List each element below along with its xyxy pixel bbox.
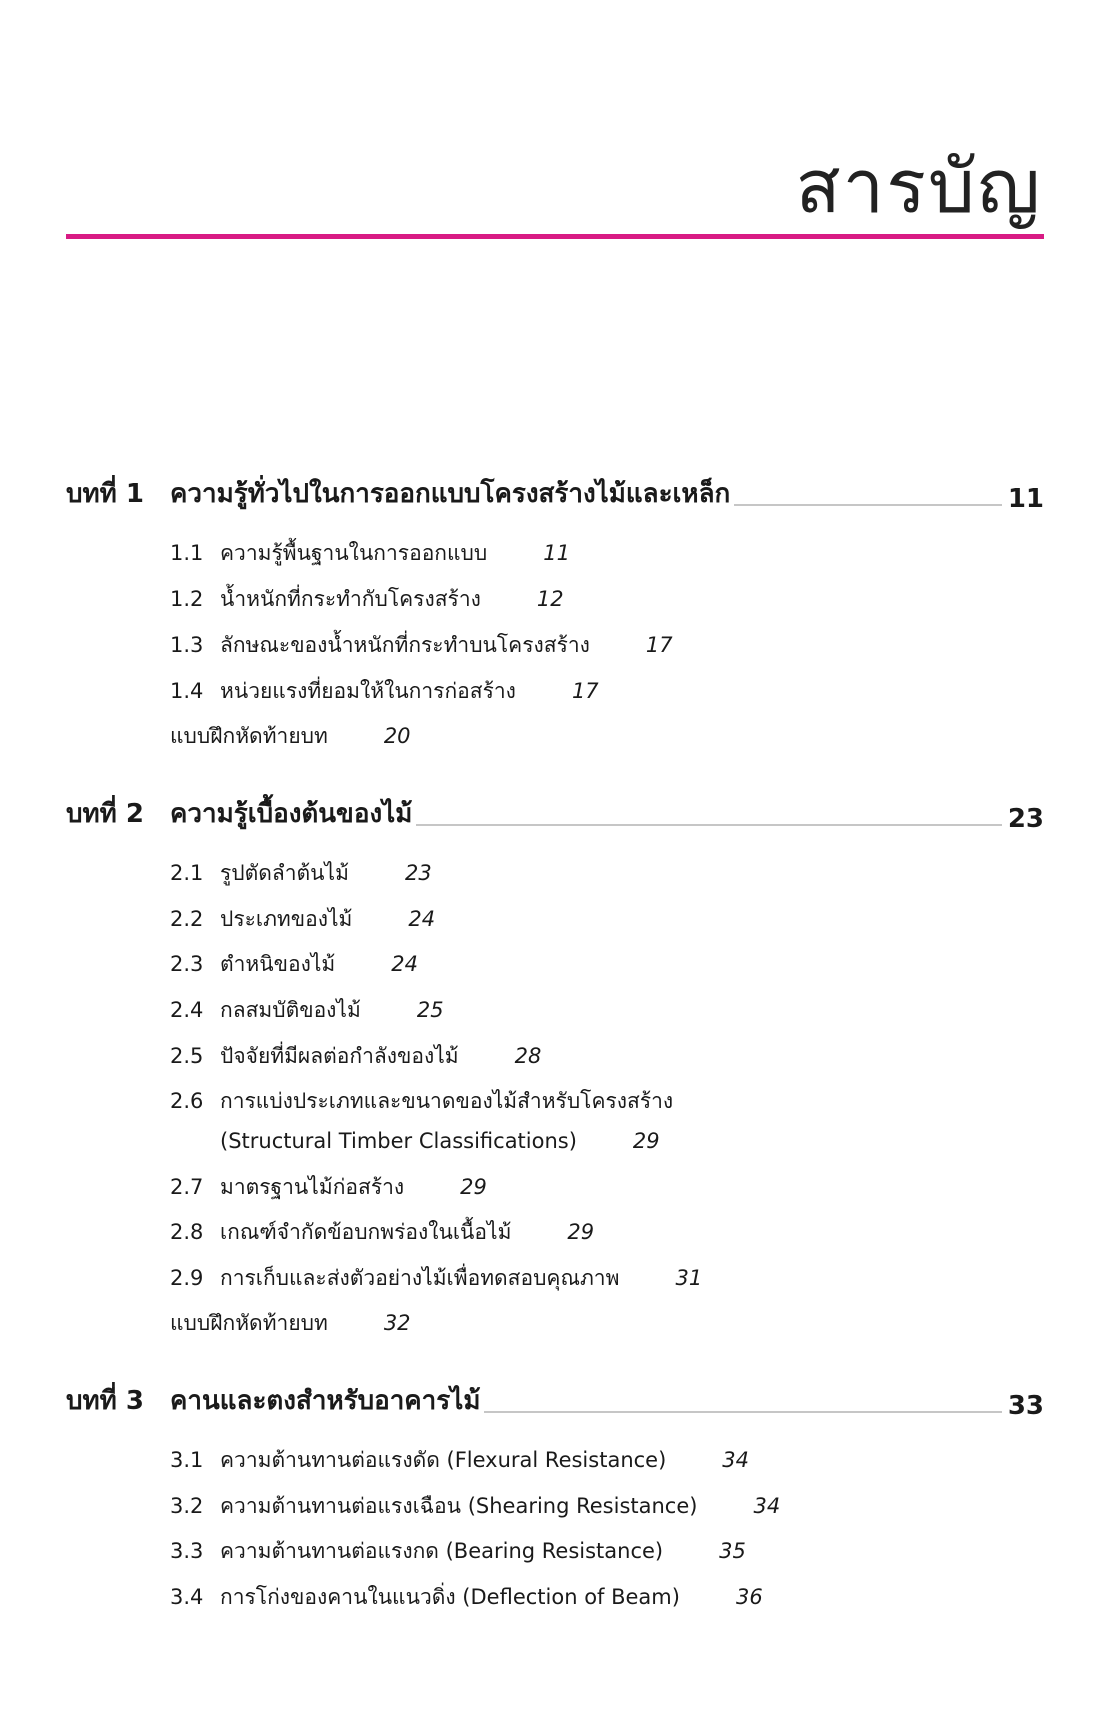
item-number: 1.2 [170, 587, 204, 611]
toc-item[interactable] [170, 995, 444, 1025]
item-page: 29 [632, 1129, 660, 1153]
item-number: 2.7 [170, 1175, 204, 1199]
item-title: เกณฑ์จำกัดข้อบกพร่องในเนื้อไม้ [220, 1219, 512, 1244]
item-page: 28 [514, 1044, 542, 1068]
item-page: 34 [722, 1448, 750, 1472]
item-page: 17 [571, 679, 599, 703]
toc-item[interactable] [170, 630, 673, 660]
item-number: 3.1 [170, 1448, 204, 1472]
item-page: 17 [645, 633, 673, 657]
item-page: 24 [408, 907, 436, 931]
item-page: 23 [404, 861, 432, 885]
item-title: ความรู้พื้นฐานในการออกแบบ [220, 540, 488, 565]
item-title: (Structural Timber Classifications) [220, 1129, 577, 1153]
toc-item[interactable] [170, 676, 599, 706]
toc-item[interactable] [170, 1086, 673, 1116]
toc-item[interactable] [170, 1217, 594, 1247]
dot-leader [416, 823, 1001, 826]
chapter-label: บทที่ 1 [66, 479, 144, 509]
item-number: 2.1 [170, 861, 204, 885]
item-page: 24 [391, 952, 418, 976]
chapter-heading-1[interactable] [66, 474, 1044, 514]
chapter-title: ความรู้ทั่วไปในการออกแบบโครงสร้างไม้และเหล็ก [170, 479, 731, 509]
item-number: 1.4 [170, 679, 204, 703]
item-number: 3.4 [170, 1585, 204, 1609]
item-number: 1.1 [170, 541, 204, 565]
item-title: ตำหนิของไม้ [220, 951, 336, 976]
toc-item[interactable] [170, 1536, 746, 1566]
toc-item-continuation[interactable] [220, 1126, 660, 1156]
item-page: 36 [735, 1585, 763, 1609]
chapter-label: บทที่ 3 [66, 1386, 144, 1416]
item-page: 11 [543, 541, 570, 565]
item-title: การโก่งของคานในแนวดิ่ง (Deflection of Beam) [220, 1584, 680, 1609]
item-page: 29 [567, 1220, 595, 1244]
chapter-page: 23 [1007, 804, 1044, 834]
title-rule [66, 234, 1044, 239]
item-page: 29 [460, 1175, 487, 1199]
chapter-label: บทที่ 2 [66, 799, 144, 829]
item-number: 3.2 [170, 1494, 204, 1518]
item-title: การแบ่งประเภทและขนาดของไม้สำหรับโครงสร้าง [220, 1088, 674, 1113]
item-number: 2.8 [170, 1220, 204, 1244]
item-page: 20 [383, 724, 411, 748]
item-title: ลักษณะของน้ำหนักที่กระทำบนโครงสร้าง [220, 632, 590, 657]
item-title: ความต้านทานต่อแรงดัด (Flexural Resistance) [220, 1447, 667, 1472]
chapter-heading-3[interactable] [66, 1381, 1044, 1421]
toc-item-exercises[interactable] [170, 1308, 411, 1338]
toc-item[interactable] [170, 904, 435, 934]
dot-leader [734, 503, 1002, 506]
item-number: 1.3 [170, 633, 204, 657]
item-page: 32 [383, 1311, 411, 1335]
item-number: 3.3 [170, 1539, 204, 1563]
item-title: แบบฝึกหัดท้ายบท [170, 1310, 328, 1335]
item-title: แบบฝึกหัดท้ายบท [170, 723, 328, 748]
item-title: ปัจจัยที่มีผลต่อกำลังของไม้ [220, 1043, 459, 1068]
toc-item[interactable] [170, 1582, 763, 1612]
item-title: กลสมบัติของไม้ [220, 997, 361, 1022]
item-page: 35 [719, 1539, 746, 1563]
toc-item[interactable] [170, 584, 564, 614]
item-title: หน่วยแรงที่ยอมให้ในการก่อสร้าง [220, 678, 516, 703]
toc-item[interactable] [170, 1263, 702, 1293]
page-title: สารบัญ [795, 144, 1042, 230]
item-title: การเก็บและส่งตัวอย่างไม้เพื่อทดสอบคุณภาพ [220, 1265, 620, 1290]
toc-item[interactable] [170, 949, 418, 979]
item-title: มาตรฐานไม้ก่อสร้าง [220, 1174, 405, 1199]
chapter-page: 11 [1007, 484, 1044, 514]
chapter-page: 33 [1007, 1391, 1044, 1421]
item-title: ประเภทของไม้ [220, 906, 353, 931]
item-number: 2.6 [170, 1089, 204, 1113]
item-page: 31 [675, 1266, 703, 1290]
toc-item-exercises[interactable] [170, 721, 411, 751]
item-number: 2.2 [170, 907, 204, 931]
toc-item[interactable] [170, 1172, 487, 1202]
toc-item[interactable] [170, 538, 570, 568]
item-title: รูปตัดลำต้นไม้ [220, 860, 349, 885]
item-page: 12 [536, 587, 564, 611]
toc-item[interactable] [170, 1041, 541, 1071]
toc-item[interactable] [170, 1445, 749, 1475]
item-page: 34 [753, 1494, 781, 1518]
item-number: 2.3 [170, 952, 204, 976]
toc-item[interactable] [170, 858, 432, 888]
chapter-heading-2[interactable] [66, 794, 1044, 834]
chapter-title: คานและตงสำหรับอาคารไม้ [170, 1386, 481, 1416]
dot-leader [484, 1410, 1001, 1413]
toc-item[interactable] [170, 1491, 780, 1521]
item-number: 2.4 [170, 998, 204, 1022]
item-title: น้ำหนักที่กระทำกับโครงสร้าง [220, 586, 481, 611]
item-number: 2.9 [170, 1266, 204, 1290]
item-title: ความต้านทานต่อแรงกด (Bearing Resistance) [220, 1538, 664, 1563]
item-title: ความต้านทานต่อแรงเฉือน (Shearing Resistance) [220, 1493, 698, 1518]
item-number: 2.5 [170, 1044, 204, 1068]
chapter-title: ความรู้เบื้องต้นของไม้ [170, 799, 413, 829]
item-page: 25 [416, 998, 444, 1022]
